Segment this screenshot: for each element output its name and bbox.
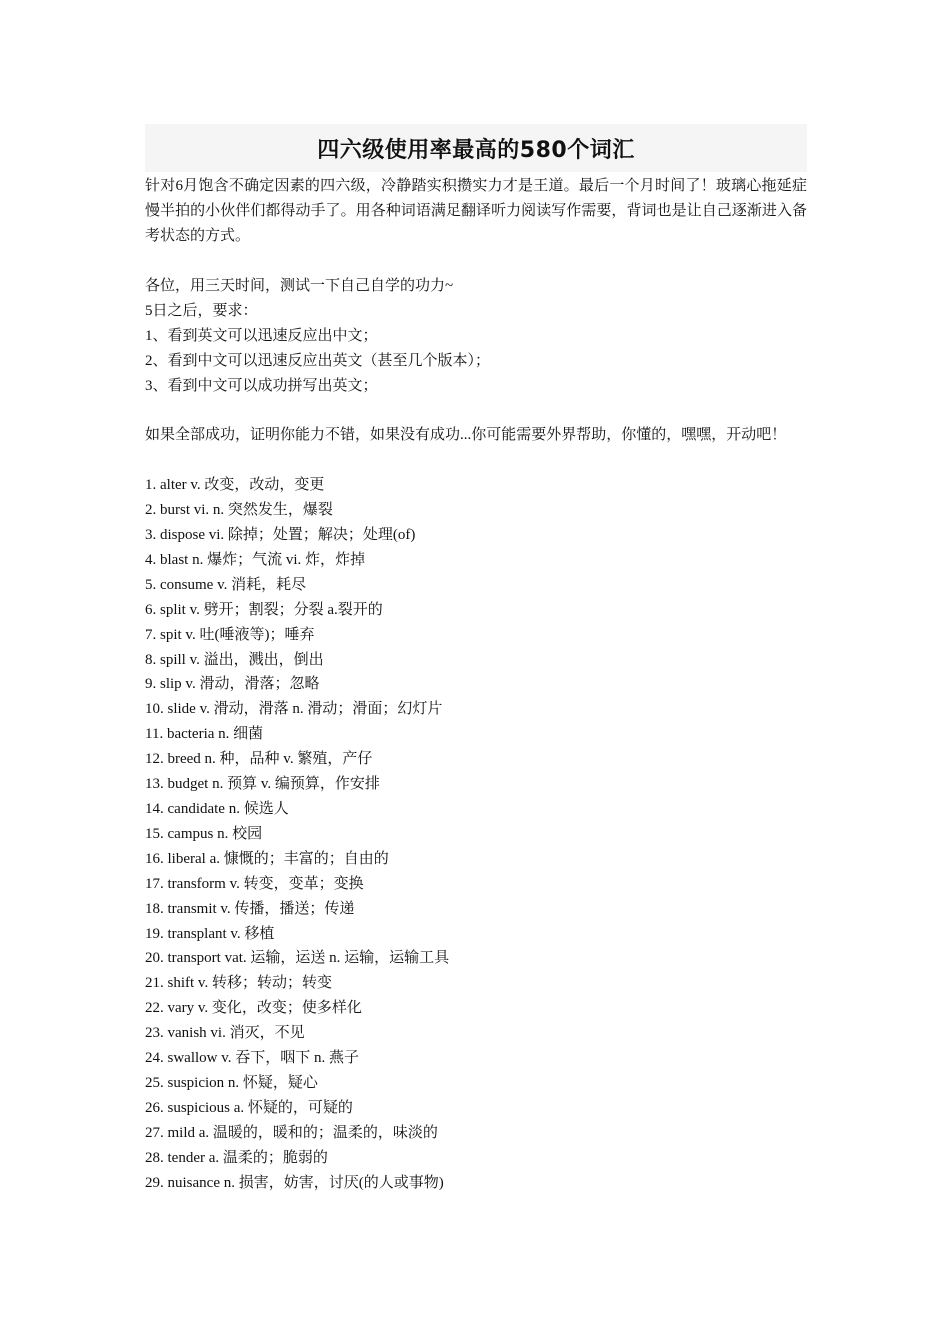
instruction-line: 各位，用三天时间，测试一下自己自学的功力~ [145, 277, 454, 294]
instruction-line: 1、看到英文可以迅速反应出中文； [145, 327, 378, 344]
title-bar [145, 124, 807, 172]
vocabulary-item: 1. alter v. 改变，改动，变更 [145, 477, 325, 494]
vocabulary-item: 6. split v. 劈开；割裂；分裂 a.裂开的 [145, 601, 383, 618]
vocabulary-item: 22. vary v. 变化，改变；使多样化 [145, 1000, 362, 1017]
vocabulary-item: 8. spill v. 溢出，溅出，倒出 [145, 651, 324, 668]
page-title: 四六级使用率最高的580个词汇 [317, 137, 635, 163]
vocabulary-item: 28. tender a. 温柔的；脆弱的 [145, 1149, 328, 1166]
instruction-line: 2、看到中文可以迅速反应出英文（甚至几个版本）； [145, 352, 491, 369]
vocabulary-item: 17. transform v. 转变，变革；变换 [145, 875, 364, 892]
vocabulary-list [145, 473, 807, 1195]
vocabulary-item: 7. spit v. 吐(唾液等)；唾弃 [145, 626, 315, 643]
vocabulary-item: 3. dispose vi. 除掉；处置；解决；处理(of) [145, 527, 416, 544]
test-instructions [145, 274, 807, 399]
spacer [145, 249, 807, 274]
vocabulary-item: 27. mild a. 温暖的，暖和的；温柔的，味淡的 [145, 1124, 438, 1141]
vocabulary-item: 9. slip v. 滑动，滑落；忽略 [145, 676, 320, 693]
vocabulary-item: 29. nuisance n. 损害，妨害，讨厌(的人或事物) [145, 1174, 444, 1191]
vocabulary-item: 12. breed n. 种，品种 v. 繁殖，产仔 [145, 751, 373, 768]
instruction-line: 3、看到中文可以成功拼写出英文； [145, 377, 378, 394]
vocabulary-item: 25. suspicion n. 怀疑，疑心 [145, 1074, 318, 1091]
vocabulary-item: 18. transmit v. 传播，播送；传递 [145, 900, 355, 917]
vocabulary-item: 24. swallow v. 吞下，咽下 n. 燕子 [145, 1050, 360, 1067]
intro-paragraph: 针对6月饱含不确定因素的四六级，冷静踏实积攒实力才是王道。最后一个月时间了！玻璃心拖延症慢半拍的小伙伴们都得动手了。用各种词语满足翻译听力阅读写作需要，背词也是让自己逐渐进入备考状态的方式。 [145, 178, 807, 244]
spacer [145, 448, 807, 473]
vocabulary-item: 5. consume v. 消耗，耗尽 [145, 576, 307, 593]
vocabulary-item: 23. vanish vi. 消灭，不见 [145, 1025, 305, 1042]
vocabulary-item: 2. burst vi. n. 突然发生，爆裂 [145, 502, 333, 519]
document-page [145, 124, 807, 1195]
closing-paragraph: 如果全部成功，证明你能力不错，如果没有成功...你可能需要外界帮助，你懂的，嘿嘿，开动吧！ [145, 427, 787, 444]
vocabulary-item: 26. suspicious a. 怀疑的，可疑的 [145, 1099, 353, 1116]
vocabulary-item: 20. transport vat. 运输，运送 n. 运输，运输工具 [145, 950, 450, 967]
instruction-line: 5日之后，要求： [145, 302, 258, 319]
vocabulary-item: 13. budget n. 预算 v. 编预算，作安排 [145, 776, 380, 793]
vocabulary-item: 10. slide v. 滑动，滑落 n. 滑动；滑面；幻灯片 [145, 701, 443, 718]
vocabulary-item: 14. candidate n. 候选人 [145, 800, 289, 817]
vocabulary-item: 16. liberal a. 慷慨的；丰富的；自由的 [145, 850, 389, 867]
spacer [145, 398, 807, 423]
vocabulary-item: 21. shift v. 转移；转动；转变 [145, 975, 332, 992]
vocabulary-item: 11. bacteria n. 细菌 [145, 726, 264, 743]
vocabulary-item: 4. blast n. 爆炸；气流 vi. 炸，炸掉 [145, 551, 365, 568]
vocabulary-item: 19. transplant v. 移植 [145, 925, 275, 942]
vocabulary-item: 15. campus n. 校园 [145, 825, 263, 842]
